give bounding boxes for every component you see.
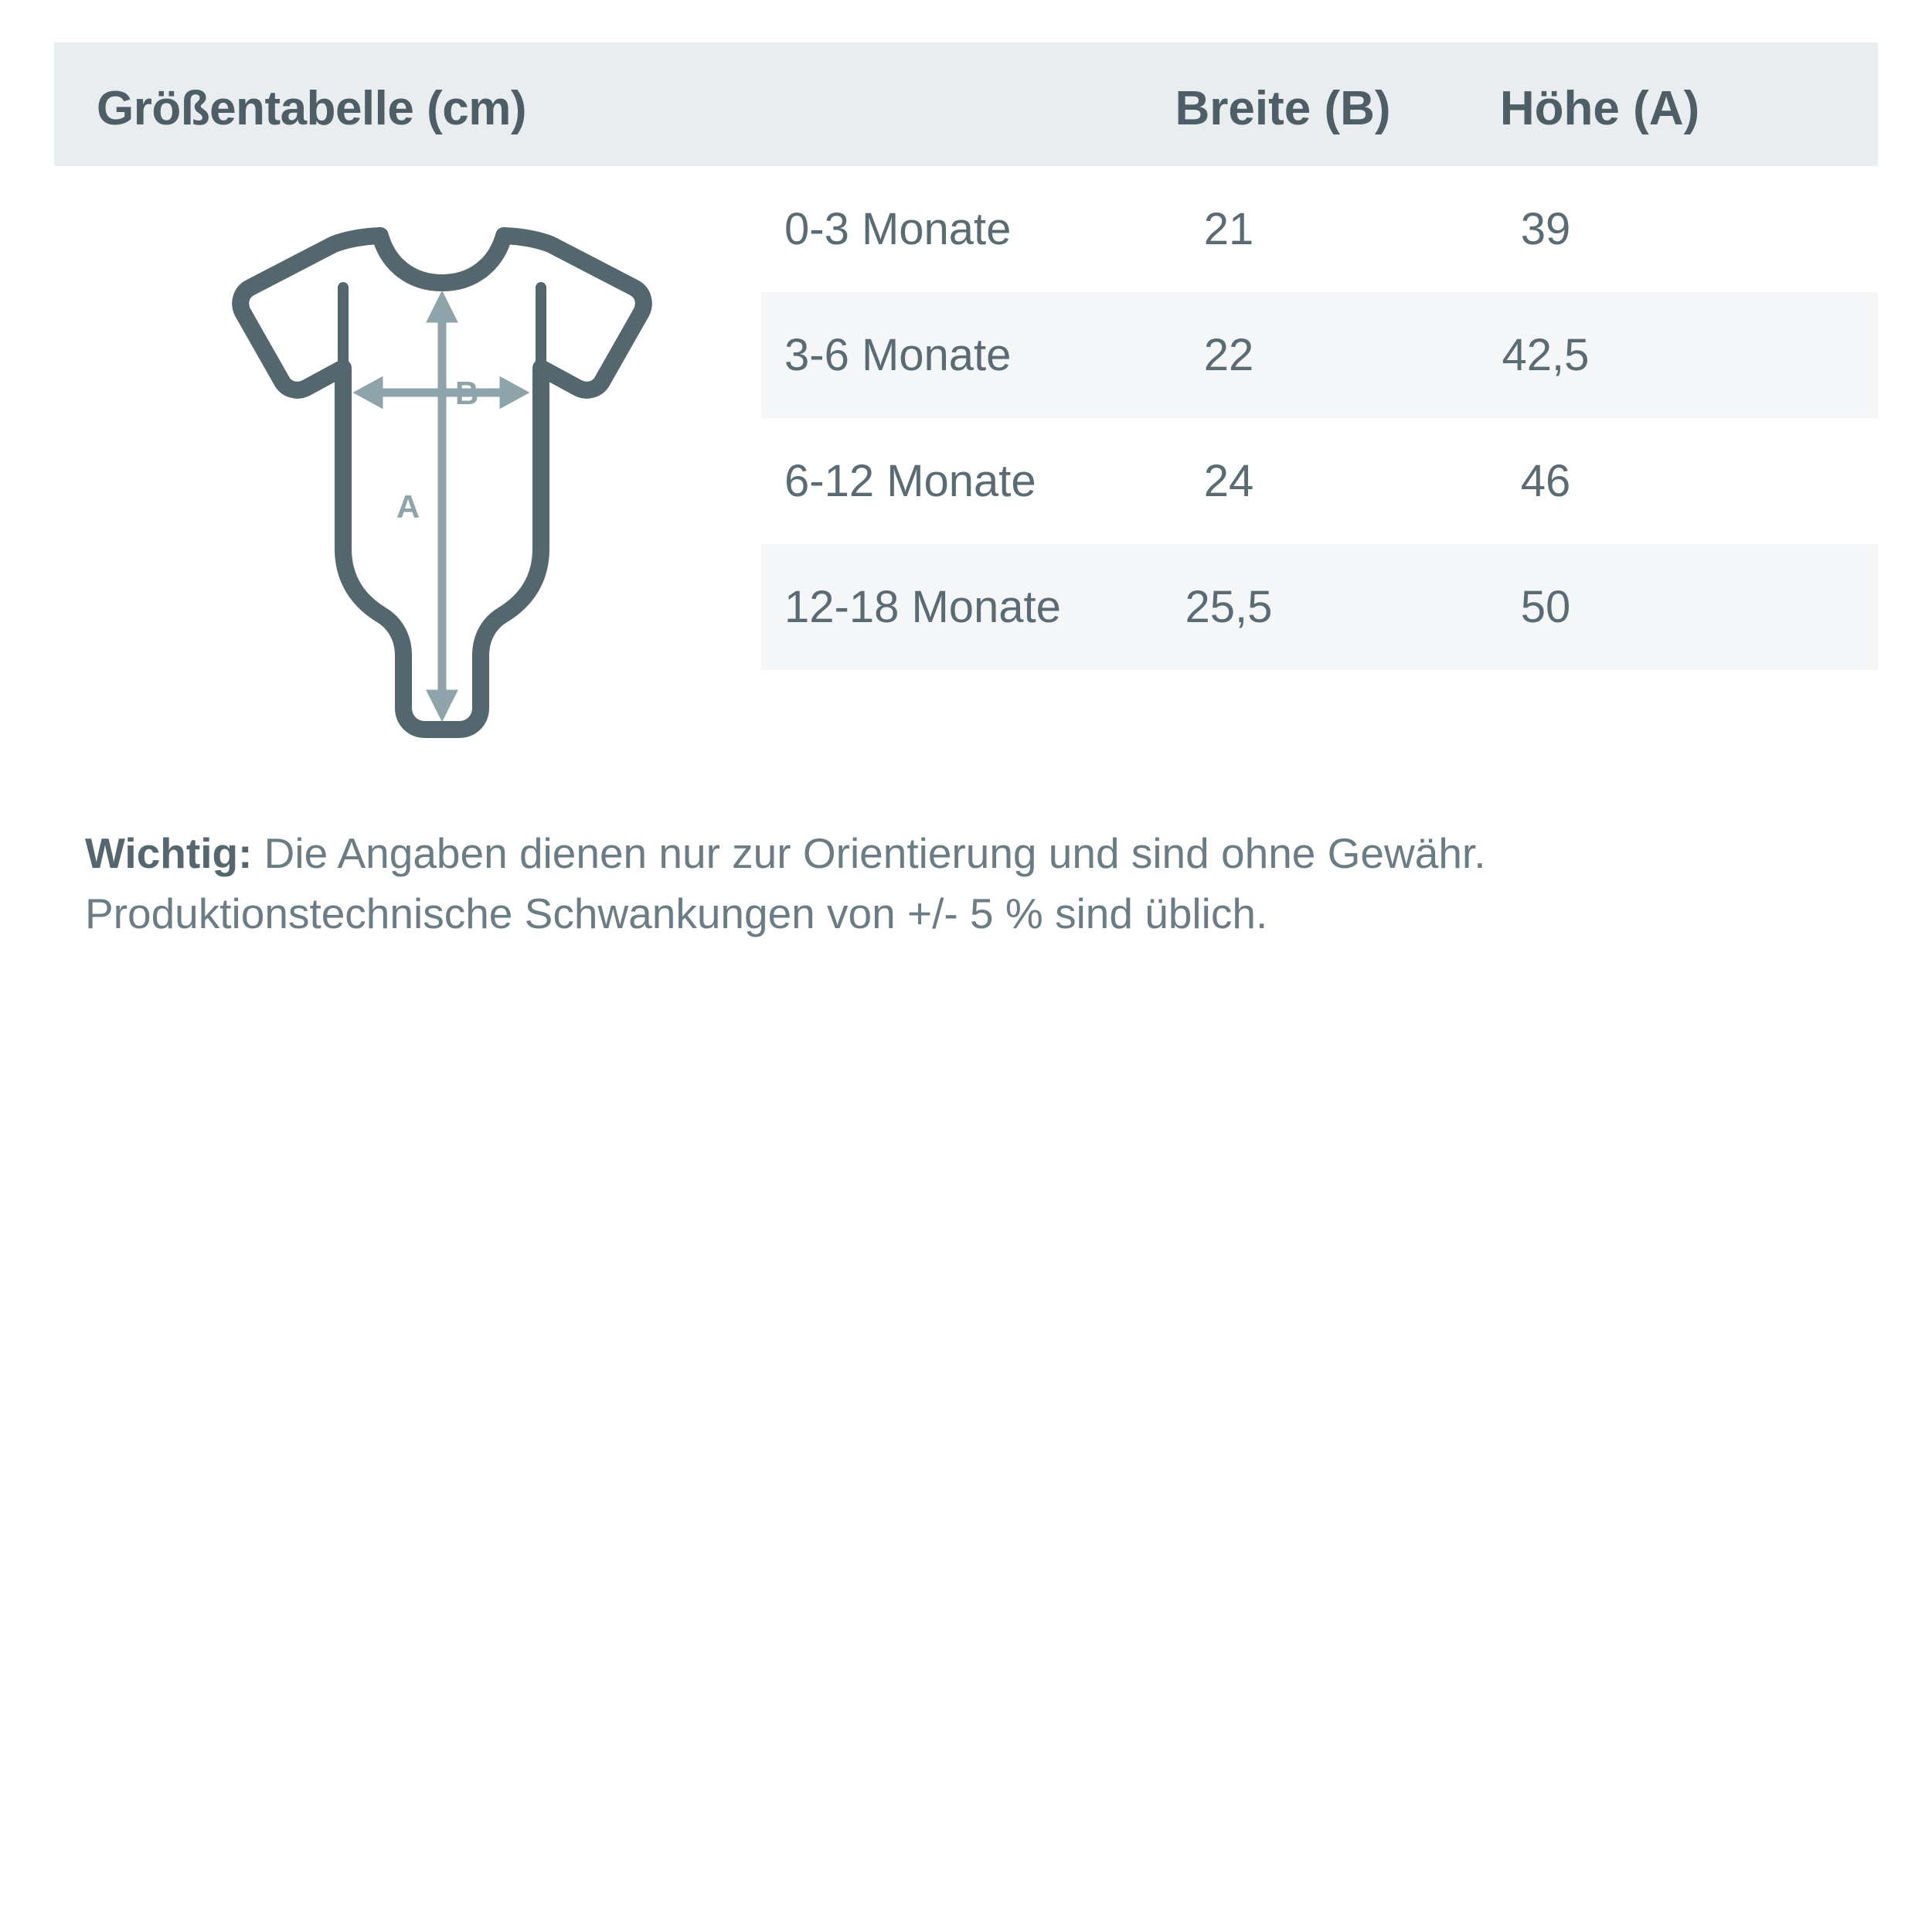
cell-size: 3-6 Monate xyxy=(784,330,1012,380)
cell-width: 24 xyxy=(1203,456,1254,506)
cell-height: 46 xyxy=(1520,456,1571,506)
cell-width: 21 xyxy=(1203,204,1254,254)
disclaimer-lead: Wichtig: xyxy=(85,829,253,877)
cell-width: 25,5 xyxy=(1185,582,1273,632)
column-header-width: Breite (B) xyxy=(1175,82,1391,135)
diagram-label-height: A xyxy=(396,488,420,525)
cell-height: 50 xyxy=(1520,582,1571,632)
size-table xyxy=(761,166,1878,670)
column-header-height: Höhe (A) xyxy=(1499,82,1700,135)
page-title: Größentabelle (cm) xyxy=(97,82,526,135)
diagram-label-width: B xyxy=(454,375,479,411)
table-row xyxy=(761,418,1878,544)
baby-bodysuit-diagram xyxy=(139,216,680,773)
table-row xyxy=(761,544,1878,670)
cell-height: 42,5 xyxy=(1502,330,1590,380)
table-header xyxy=(54,43,1878,166)
cell-size: 0-3 Monate xyxy=(784,204,1012,254)
table-row xyxy=(761,166,1878,292)
cell-width: 22 xyxy=(1203,330,1254,380)
cell-size: 6-12 Monate xyxy=(784,456,1036,506)
disclaimer-note xyxy=(85,823,1862,944)
cell-height: 39 xyxy=(1520,204,1571,254)
disclaimer-text: Die Angaben dienen nur zur Orientierung und sind ohne Gewähr. Produktionstechnische Schwankungen von +/- 5 % sind üblich. xyxy=(85,829,1486,938)
table-row xyxy=(761,292,1878,418)
cell-size: 12-18 Monate xyxy=(784,582,1061,632)
